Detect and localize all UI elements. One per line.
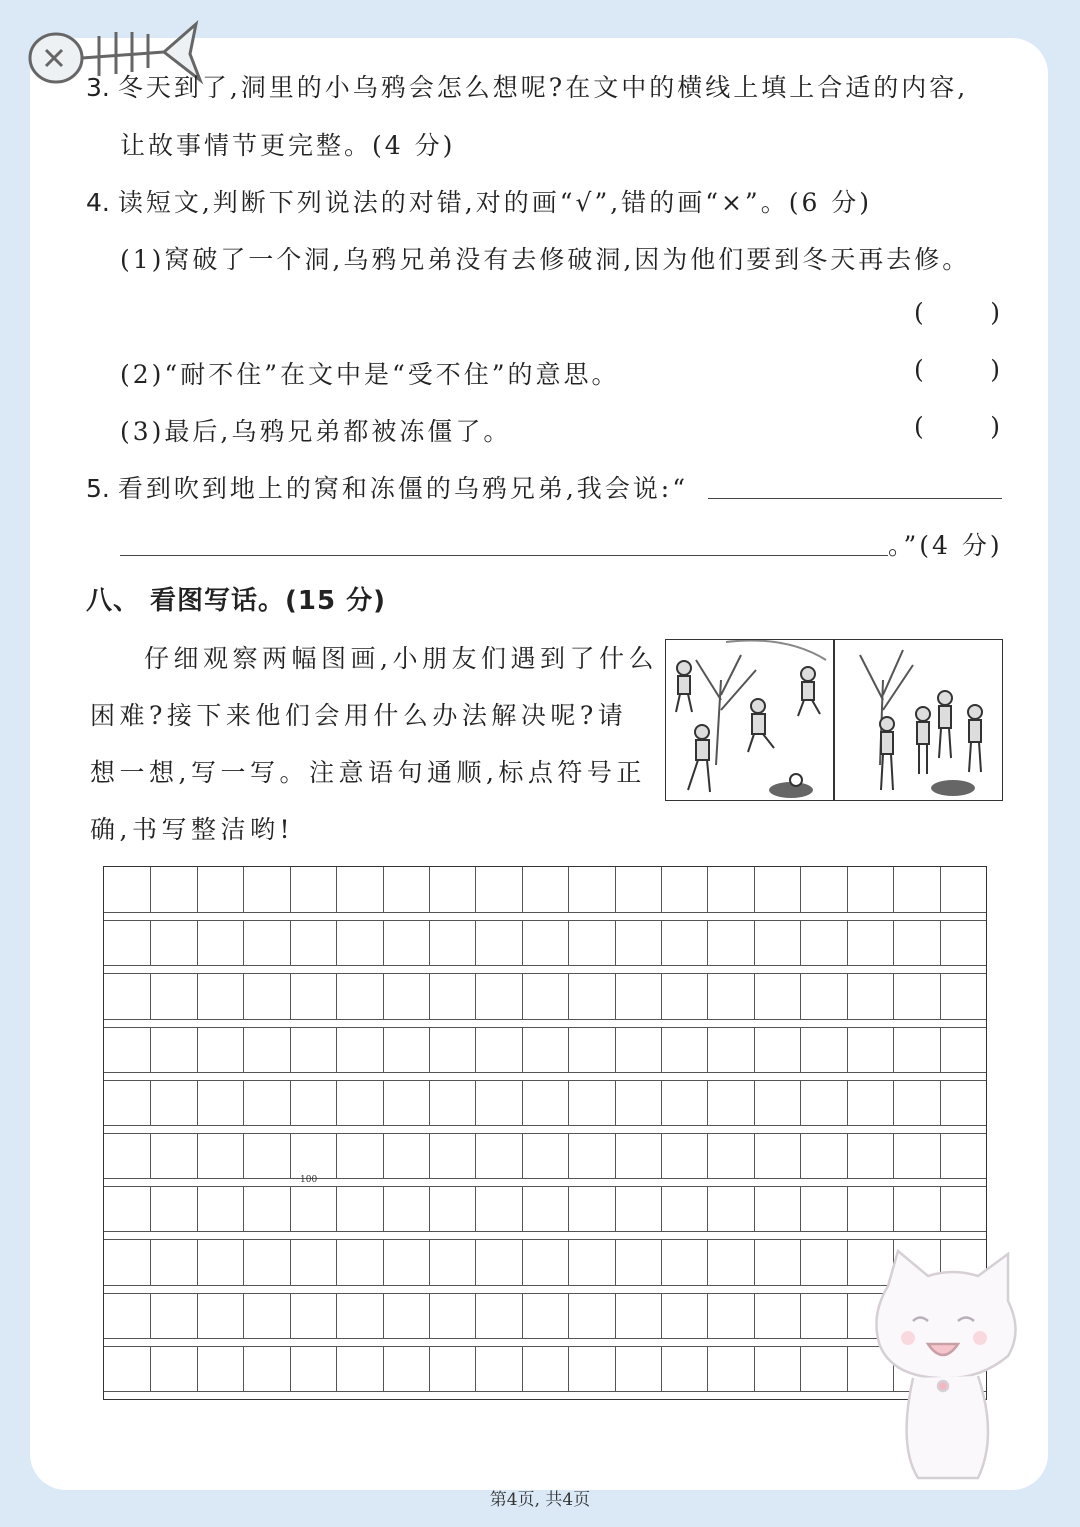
grid-cell-divider: [754, 920, 755, 965]
grid-cell-divider: [800, 1239, 801, 1284]
answer-parentheses-2[interactable]: [914, 355, 1000, 384]
grid-cell-divider: [475, 973, 476, 1018]
grid-row-line: [104, 1072, 986, 1073]
grid-cell-divider: [615, 1346, 616, 1391]
grid-cell-divider: [754, 973, 755, 1018]
grid-cell-divider: [383, 920, 384, 965]
question-3-line2: 让故事情节更完整。(4 分): [120, 131, 456, 160]
grid-cell-divider: [707, 1027, 708, 1072]
grid-cell-divider: [475, 867, 476, 912]
grid-cell-divider: [940, 1133, 941, 1178]
grid-cell-divider: [707, 973, 708, 1018]
prompt-line-3: 想一想,写一写。注意语句通顺,标点符号正: [90, 758, 646, 787]
grid-cell-divider: [800, 1027, 801, 1072]
grid-cell-divider: [336, 920, 337, 965]
prompt-line-1: 仔细观察两幅图画,小朋友们遇到了什么: [144, 644, 658, 673]
grid-cell-divider: [940, 1027, 941, 1072]
grid-cell-divider: [243, 1239, 244, 1284]
section-heading: 八、 看图写话。(15 分): [86, 586, 387, 616]
grid-cell-divider: [568, 920, 569, 965]
grid-cell-divider: [522, 867, 523, 912]
grid-cell-divider: [754, 1346, 755, 1391]
grid-cell-divider: [615, 1239, 616, 1284]
grid-cell-divider: [243, 1293, 244, 1338]
grid-cell-divider: [800, 1186, 801, 1231]
paren-close: ): [990, 355, 1000, 384]
grid-cell-divider: [661, 1080, 662, 1125]
grid-cell-divider: [568, 1186, 569, 1231]
grid-cell-divider: [847, 1293, 848, 1338]
grid-row-line: [104, 1391, 986, 1392]
grid-cell-divider: [336, 1293, 337, 1338]
grid-cell-divider: [847, 1133, 848, 1178]
grid-cell-divider: [336, 973, 337, 1018]
grid-cell-divider: [800, 973, 801, 1018]
answer-parentheses-1[interactable]: [914, 298, 1000, 327]
grid-cell-divider: [522, 1346, 523, 1391]
question-4-title: [86, 183, 872, 219]
grid-cell-divider: [568, 1080, 569, 1125]
grid-row-line: [104, 920, 986, 921]
grid-cell-divider: [383, 1027, 384, 1072]
grid-cell-divider: [336, 1080, 337, 1125]
grid-row-line: [104, 1293, 986, 1294]
grid-cell-divider: [522, 1186, 523, 1231]
grid-cell-divider: [893, 867, 894, 912]
grid-row-line: [104, 965, 986, 966]
grid-cell-divider: [197, 1080, 198, 1125]
question-text: 读短文,判断下列说法的对错,对的画“√”,错的画“×”。(6 分): [117, 188, 873, 217]
answer-blank-1[interactable]: [708, 498, 1002, 499]
question-4-item-2: (2)“耐不住”在文中是“受不住”的意思。: [120, 360, 620, 389]
grid-cell-divider: [800, 1080, 801, 1125]
grid-cell-divider: [661, 1186, 662, 1231]
grid-cell-divider: [940, 1080, 941, 1125]
grid-cell-divider: [615, 867, 616, 912]
grid-cell-divider: [847, 1239, 848, 1284]
grid-cell-divider: [150, 1186, 151, 1231]
grid-cell-divider: [661, 973, 662, 1018]
grid-cell-divider: [940, 867, 941, 912]
grid-cell-divider: [707, 1346, 708, 1391]
grid-row-line: [104, 1239, 986, 1240]
grid-cell-divider: [847, 920, 848, 965]
grid-cell-divider: [893, 1027, 894, 1072]
grid-cell-divider: [290, 1027, 291, 1072]
grid-cell-divider: [522, 1080, 523, 1125]
grid-cell-divider: [893, 920, 894, 965]
grid-cell-divider: [800, 1346, 801, 1391]
grid-cell-divider: [940, 1186, 941, 1231]
grid-cell-divider: [150, 1239, 151, 1284]
grid-cell-divider: [707, 1239, 708, 1284]
grid-cell-divider: [754, 1239, 755, 1284]
grid-cell-divider: [383, 1133, 384, 1178]
grid-row-line: [104, 912, 986, 913]
grid-cell-divider: [429, 920, 430, 965]
question-number: 3.: [86, 73, 110, 102]
grid-cell-divider: [150, 1080, 151, 1125]
grid-cell-divider: [707, 1133, 708, 1178]
picture-panels: [665, 639, 1003, 801]
question-text: 看到吹到地上的窝和冻僵的乌鸦兄弟,我会说:“: [117, 474, 689, 503]
grid-cell-divider: [150, 1027, 151, 1072]
grid-cell-divider: [847, 1027, 848, 1072]
grid-cell-divider: [429, 1239, 430, 1284]
grid-cell-divider: [197, 1293, 198, 1338]
grid-cell-divider: [707, 920, 708, 965]
grid-cell-divider: [383, 1080, 384, 1125]
grid-cell-divider: [243, 1080, 244, 1125]
grid-cell-divider: [197, 1027, 198, 1072]
grid-cell-divider: [522, 1293, 523, 1338]
grid-cell-divider: [847, 867, 848, 912]
writing-grid[interactable]: [103, 866, 987, 1400]
question-5-line1: [86, 469, 688, 505]
grid-row-line: [104, 1178, 986, 1179]
grid-cell-divider: [197, 920, 198, 965]
grid-cell-divider: [336, 1346, 337, 1391]
grid-cell-divider: [568, 1239, 569, 1284]
grid-cell-divider: [475, 920, 476, 965]
grid-cell-divider: [754, 1080, 755, 1125]
grid-cell-divider: [615, 1186, 616, 1231]
grid-cell-divider: [475, 1027, 476, 1072]
grid-cell-divider: [197, 1346, 198, 1391]
grid-cell-divider: [893, 1186, 894, 1231]
grid-cell-divider: [522, 920, 523, 965]
question-text: 冬天到了,洞里的小乌鸦会怎么想呢?在文中的横线上填上合适的内容,: [117, 73, 969, 102]
grid-cell-divider: [336, 867, 337, 912]
grid-cell-divider: [475, 1080, 476, 1125]
grid-cell-divider: [243, 920, 244, 965]
grid-cell-divider: [800, 867, 801, 912]
grid-cell-divider: [754, 1027, 755, 1072]
grid-cell-divider: [568, 973, 569, 1018]
panel-1-illustration: [666, 640, 832, 798]
grid-cell-divider: [336, 1133, 337, 1178]
grid-row-line: [104, 1231, 986, 1232]
prompt-line-2: 困难?接下来他们会用什么办法解决呢?请: [90, 701, 628, 730]
grid-cell-divider: [336, 1186, 337, 1231]
grid-cell-divider: [800, 1133, 801, 1178]
grid-cell-divider: [290, 1186, 291, 1231]
grid-cell-divider: [754, 1133, 755, 1178]
grid-cell-divider: [197, 973, 198, 1018]
grid-cell-divider: [197, 1239, 198, 1284]
grid-cell-divider: [383, 1239, 384, 1284]
grid-row-line: [104, 1027, 986, 1028]
grid-row-line: [104, 1186, 986, 1187]
grid-row-line: [104, 1285, 986, 1286]
grid-cell-divider: [847, 973, 848, 1018]
grid-cell-divider: [522, 1027, 523, 1072]
grid-cell-divider: [243, 1186, 244, 1231]
grid-cell-divider: [661, 1133, 662, 1178]
paren-open: (: [914, 298, 924, 327]
grid-cell-divider: [893, 1080, 894, 1125]
grid-cell-divider: [568, 1293, 569, 1338]
grid-cell-divider: [383, 1346, 384, 1391]
grid-cell-divider: [150, 1346, 151, 1391]
grid-cell-divider: [800, 920, 801, 965]
grid-cell-divider: [150, 867, 151, 912]
grid-cell-divider: [615, 1133, 616, 1178]
grid-cell-divider: [847, 1346, 848, 1391]
grid-cell-divider: [290, 1080, 291, 1125]
grid-cell-divider: [475, 1293, 476, 1338]
grid-row-line: [104, 1346, 986, 1347]
grid-cell-divider: [243, 867, 244, 912]
grid-cell-divider: [754, 1293, 755, 1338]
grid-cell-divider: [800, 1293, 801, 1338]
grid-cell-divider: [150, 973, 151, 1018]
grid-cell-divider: [568, 867, 569, 912]
grid-cell-divider: [707, 867, 708, 912]
grid-cell-divider: [429, 867, 430, 912]
answer-blank-2[interactable]: [120, 555, 888, 556]
grid-cell-divider: [150, 1133, 151, 1178]
grid-cell-divider: [290, 867, 291, 912]
grid-cell-divider: [754, 867, 755, 912]
grid-cell-divider: [661, 1293, 662, 1338]
grid-cell-divider: [197, 1133, 198, 1178]
grid-cell-divider: [661, 1027, 662, 1072]
grid-cell-divider: [522, 1239, 523, 1284]
grid-row-line: [104, 1080, 986, 1081]
grid-cell-divider: [290, 1293, 291, 1338]
grid-cell-divider: [847, 1080, 848, 1125]
grid-cell-divider: [429, 1027, 430, 1072]
grid-cell-divider: [475, 1133, 476, 1178]
cat-illustration: [858, 1246, 1028, 1486]
grid-cell-divider: [290, 1133, 291, 1178]
grid-cell-divider: [336, 1239, 337, 1284]
grid-cell-divider: [475, 1239, 476, 1284]
grid-cell-divider: [290, 920, 291, 965]
grid-cell-divider: [475, 1186, 476, 1231]
panel-2-illustration: [835, 640, 1001, 798]
paren-close: ): [990, 412, 1000, 441]
paren-open: (: [914, 355, 924, 384]
grid-cell-divider: [940, 920, 941, 965]
grid-cell-divider: [568, 1133, 569, 1178]
grid-row-line: [104, 1338, 986, 1339]
grid-cell-divider: [429, 973, 430, 1018]
grid-cell-divider: [707, 1080, 708, 1125]
grid-cell-divider: [707, 1186, 708, 1231]
grid-cell-divider: [475, 1346, 476, 1391]
character-count-marker: 100: [300, 1175, 318, 1185]
grid-cell-divider: [522, 1133, 523, 1178]
grid-cell-divider: [661, 920, 662, 965]
grid-cell-divider: [383, 1186, 384, 1231]
paren-close: ): [990, 298, 1000, 327]
grid-cell-divider: [615, 973, 616, 1018]
grid-row-line: [104, 1125, 986, 1126]
grid-cell-divider: [383, 1293, 384, 1338]
grid-cell-divider: [243, 973, 244, 1018]
grid-cell-divider: [847, 1186, 848, 1231]
grid-cell-divider: [568, 1027, 569, 1072]
grid-cell-divider: [568, 1346, 569, 1391]
grid-cell-divider: [522, 973, 523, 1018]
grid-cell-divider: [150, 920, 151, 965]
question-number: 4.: [86, 188, 110, 217]
grid-cell-divider: [290, 973, 291, 1018]
question-3-line1: [86, 68, 968, 104]
grid-cell-divider: [615, 1027, 616, 1072]
grid-cell-divider: [243, 1133, 244, 1178]
grid-cell-divider: [336, 1027, 337, 1072]
page-footer: 第4页, 共4页: [489, 1490, 591, 1510]
grid-row-line: [104, 1019, 986, 1020]
grid-cell-divider: [893, 1133, 894, 1178]
grid-cell-divider: [661, 867, 662, 912]
grid-cell-divider: [615, 920, 616, 965]
grid-cell-divider: [290, 1346, 291, 1391]
grid-cell-divider: [661, 1239, 662, 1284]
grid-cell-divider: [290, 1239, 291, 1284]
question-5-end: 。”(4 分): [888, 531, 1003, 560]
grid-cell-divider: [615, 1080, 616, 1125]
grid-cell-divider: [383, 973, 384, 1018]
paren-open: (: [914, 412, 924, 441]
grid-cell-divider: [429, 1080, 430, 1125]
grid-cell-divider: [197, 1186, 198, 1231]
grid-cell-divider: [754, 1186, 755, 1231]
grid-cell-divider: [940, 973, 941, 1018]
question-number: 5.: [86, 474, 110, 503]
grid-cell-divider: [707, 1293, 708, 1338]
question-4-item-3: (3)最后,乌鸦兄弟都被冻僵了。: [120, 417, 512, 446]
grid-cell-divider: [429, 1133, 430, 1178]
prompt-line-4: 确,书写整洁哟!: [90, 815, 294, 844]
answer-parentheses-3[interactable]: [914, 412, 1000, 441]
grid-cell-divider: [150, 1293, 151, 1338]
grid-cell-divider: [661, 1346, 662, 1391]
grid-cell-divider: [615, 1293, 616, 1338]
grid-row-line: [104, 1133, 986, 1134]
grid-row-line: [104, 973, 986, 974]
grid-cell-divider: [383, 867, 384, 912]
grid-cell-divider: [197, 867, 198, 912]
grid-cell-divider: [429, 1186, 430, 1231]
grid-cell-divider: [429, 1293, 430, 1338]
question-4-item-1: (1)窝破了一个洞,乌鸦兄弟没有去修破洞,因为他们要到冬天再去修。: [120, 245, 971, 274]
grid-cell-divider: [243, 1346, 244, 1391]
grid-cell-divider: [243, 1027, 244, 1072]
grid-cell-divider: [893, 973, 894, 1018]
grid-cell-divider: [429, 1346, 430, 1391]
